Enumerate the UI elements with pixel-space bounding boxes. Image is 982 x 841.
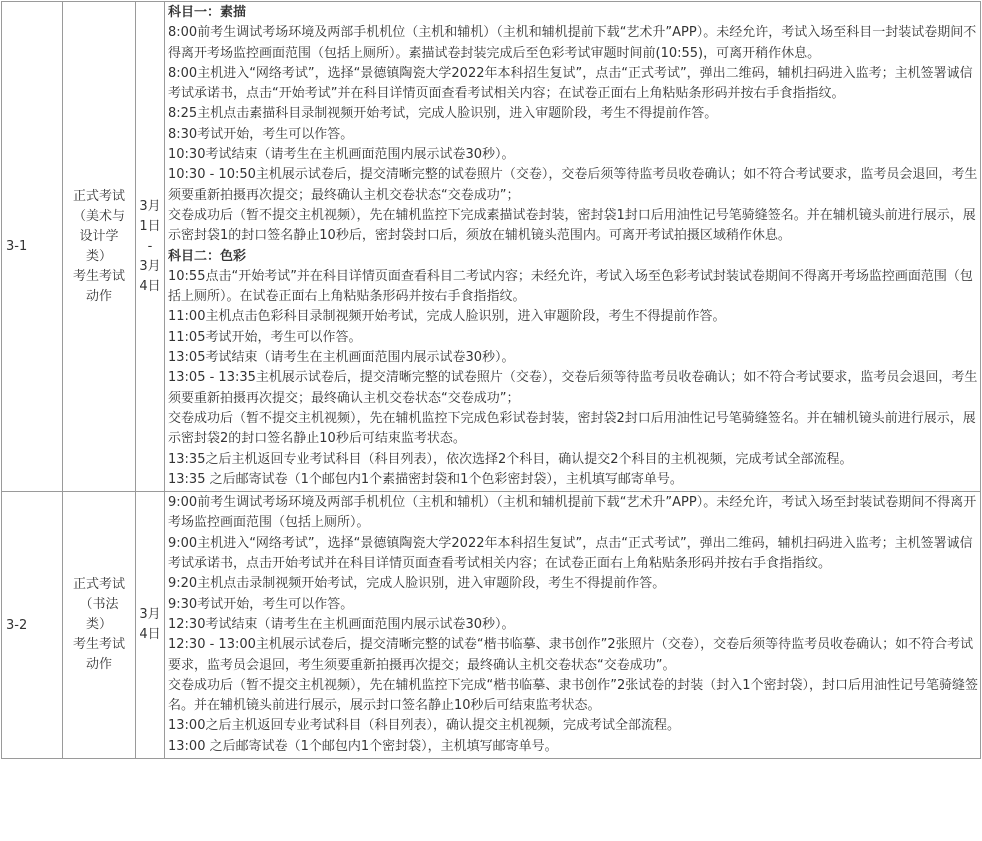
procedure-step: 12:30 - 13:00主机展示试卷后，提交清晰完整的试卷“楷书临摹、隶书创作”2张照片（交卷），交卷后须等待监考员收卷确认；如不符合考试要求，监考员会退回，考生须要重新拍摄再次提交；最终确认主机交卷状态“交卷成功”。 [168, 637, 974, 673]
row-id: 3-1 [6, 239, 28, 255]
subject-heading: 科目二：色彩 [168, 248, 247, 264]
exam-date-line: 4日 [139, 278, 161, 294]
exam-date-line: 3月 [139, 607, 161, 623]
procedure-step: 13:05 - 13:35主机展示试卷后，提交清晰完整的试卷照片（交卷），交卷后须等待监考员收卷确认；如不符合考试要求，监考员会退回，考生须要重新拍摄再次提交；最终确认主机交卷状态“交卷成功”； [168, 370, 978, 406]
exam-type-line: 类） [85, 248, 112, 264]
exam-date-cell [136, 492, 165, 759]
row-id-cell [2, 2, 63, 492]
exam-type-line: 设计学 [79, 228, 119, 244]
subject-heading: 科目一：素描 [168, 5, 247, 20]
exam-date-cell [136, 2, 165, 492]
exam-procedure-cell [165, 492, 981, 759]
exam-procedure-cell [165, 2, 981, 492]
exam-type-line: 动作 [85, 288, 112, 304]
exam-schedule-table [1, 1, 981, 759]
exam-type-line: （书法 [79, 597, 119, 613]
procedure-step: 8:00主机进入“网络考试”，选择“景德镇陶瓷大学2022年本科招生复试”，点击“正式考试”，弹出二维码，辅机扫码进入监考；主机签署诚信考试承诺书，点击“开始考试”并在科目详情页面查看考试相关内容；在试卷正面右上角粘贴条形码并按右手食指指纹。 [168, 65, 973, 102]
procedure-step: 12:30考试结束（请考生在主机画面范围内展示试卷30秒）。 [168, 616, 515, 632]
exam-date-line: 3月 [139, 258, 161, 274]
exam-type-line: （美术与 [72, 208, 125, 224]
exam-type-line: 正式考试 [72, 188, 125, 204]
procedure-step: 11:05考试开始，考生可以作答。 [168, 329, 362, 345]
procedure-step: 9:30考试开始，考生可以作答。 [168, 596, 354, 612]
exam-type-cell [63, 2, 136, 492]
procedure-step: 13:35 之后邮寄试卷（1个邮包内1个素描密封袋和1个色彩密封袋），主机填写邮寄单号。 [168, 471, 683, 487]
table-row [2, 492, 981, 759]
procedure-step: 11:00主机点击色彩科目录制视频开始考试，完成人脸识别，进入审题阶段，考生不得提前作答。 [168, 309, 726, 325]
row-id-cell [2, 492, 63, 759]
exam-type-line: 正式考试 [72, 577, 125, 593]
procedure-step: 13:00 之后邮寄试卷（1个邮包内1个密封袋），主机填写邮寄单号。 [168, 738, 558, 754]
exam-date-line: 1日 [139, 218, 161, 234]
exam-type-line: 动作 [85, 657, 112, 673]
exam-type-cell [63, 492, 136, 759]
procedure-step: 10:55点击“开始考试”并在科目详情页面查看科目二考试内容；未经允许，考试入场至色彩考试封装试卷期间不得离开考场监控画面范围（包括上厕所）。在试卷正面右上角粘贴条形码并按右手食指指纹。 [168, 268, 973, 305]
exam-type-line: 考生考试 [72, 268, 125, 284]
table-row [2, 2, 981, 492]
procedure-step: 13:05考试结束（请考生在主机画面范围内展示试卷30秒）。 [168, 350, 515, 366]
exam-type-line: 考生考试 [72, 637, 125, 653]
procedure-step: 交卷成功后（暂不提交主机视频），先在辅机监控下完成素描试卷封装，密封袋1封口后用油性记号笔骑缝签名。并在辅机镜头前进行展示，展示密封袋1的封口签名静止10秒后，密封袋封口后，须放在辅机镜头范围内。可离开考试拍摄区域稍作休息。 [168, 207, 976, 244]
procedure-step: 8:25主机点击素描科目录制视频开始考试，完成人脸识别，进入审题阶段，考生不得提前作答。 [168, 106, 718, 122]
exam-type-line: 类） [85, 617, 112, 633]
procedure-step: 10:30 - 10:50主机展示试卷后，提交清晰完整的试卷照片（交卷），交卷后须等待监考员收卷确认；如不符合考试要求，监考员会退回，考生须要重新拍摄再次提交；最终确认主机交卷状态“交卷成功”； [168, 167, 978, 203]
row-id: 3-2 [6, 617, 28, 633]
procedure-step: 交卷成功后（暂不提交主机视频），先在辅机监控下完成“楷书临摹、隶书创作”2张试卷的封装（封入1个密封袋），封口后用油性记号笔骑缝签名。并在辅机镜头前进行展示，展示封口签名静止10秒后可结束监考状态。 [168, 677, 979, 714]
procedure-step: 10:30考试结束（请考生在主机画面范围内展示试卷30秒）。 [168, 147, 515, 163]
exam-date-line: - [147, 238, 153, 254]
exam-date-line: 4日 [139, 627, 161, 643]
procedure-step: 9:00前考生调试考场环境及两部手机机位（主机和辅机）（主机和辅机提前下载“艺术升”APP）。未经允许，考试入场至封装试卷期间不得离开考场监控画面范围（包括上厕所）。 [168, 495, 977, 531]
procedure-step: 交卷成功后（暂不提交主机视频），先在辅机监控下完成色彩试卷封装，密封袋2封口后用油性记号笔骑缝签名。并在辅机镜头前进行展示，展示密封袋2的封口签名静止10秒后可结束监考状态。 [168, 410, 976, 447]
procedure-step: 8:30考试开始，考生可以作答。 [168, 126, 354, 142]
procedure-step: 8:00前考生调试考场环境及两部手机机位（主机和辅机）（主机和辅机提前下载“艺术升”APP）。未经允许，考试入场至科目一封装试卷期间不得离开考场监控画面范围（包括上厕所）。素描试卷封装完成后至色彩考试审题时间前(10:55)，可离开稍作休息。 [168, 25, 977, 61]
procedure-step: 9:20主机点击录制视频开始考试，完成人脸识别，进入审题阶段，考生不得提前作答。 [168, 576, 666, 592]
procedure-step: 9:00主机进入“网络考试”，选择“景德镇陶瓷大学2022年本科招生复试”，点击“正式考试”，弹出二维码，辅机扫码进入监考；主机签署诚信考试承诺书，点击开始考试并在科目详情页面查看考试相关内容；在试卷正面右上角粘贴条形码并按右手食指指纹。 [168, 535, 973, 572]
procedure-step: 13:35之后主机返回专业考试科目（科目列表），依次选择2个科目，确认提交2个科目的主机视频，完成考试全部流程。 [168, 451, 853, 467]
exam-date-line: 3月 [139, 198, 161, 214]
procedure-step: 13:00之后主机返回专业考试科目（科目列表），确认提交主机视频，完成考试全部流程。 [168, 718, 680, 734]
